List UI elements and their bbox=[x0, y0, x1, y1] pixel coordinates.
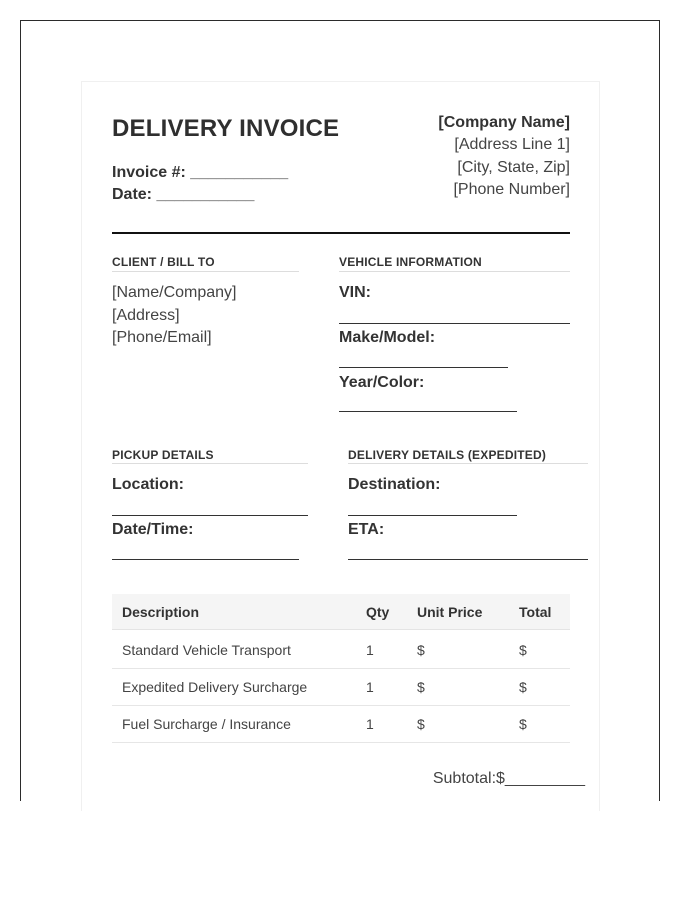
row-2-qty: 1 bbox=[366, 679, 374, 695]
pickup-datetime-label: Date/Time: bbox=[112, 521, 194, 538]
invoice-number-field: Invoice #: ___________ bbox=[112, 164, 289, 181]
row-2-unit-price: $ bbox=[417, 679, 425, 695]
destination-label: Destination: bbox=[348, 476, 441, 493]
destination-blank-line bbox=[348, 515, 517, 516]
client-section-heading: CLIENT / BILL TO bbox=[112, 255, 215, 269]
row-1-description: Standard Vehicle Transport bbox=[122, 642, 291, 658]
company-phone: [Phone Number] bbox=[453, 181, 570, 198]
pickup-location-label: Location: bbox=[112, 476, 184, 493]
invoice-title: DELIVERY INVOICE bbox=[112, 115, 340, 142]
column-header-total: Total bbox=[519, 604, 552, 620]
client-name: [Name/Company] bbox=[112, 284, 237, 301]
column-header-unit-price: Unit Price bbox=[417, 604, 483, 620]
pickup-location-blank-line bbox=[112, 515, 308, 516]
pickup-heading-rule bbox=[112, 463, 308, 464]
row-3-qty: 1 bbox=[366, 716, 374, 732]
invoice-date-field: Date: ___________ bbox=[112, 186, 255, 203]
table-row-divider bbox=[112, 705, 570, 706]
client-heading-rule bbox=[112, 271, 299, 272]
make-model-blank-line bbox=[339, 367, 508, 368]
row-2-total: $ bbox=[519, 679, 527, 695]
row-3-description: Fuel Surcharge / Insurance bbox=[122, 716, 291, 732]
table-row-divider bbox=[112, 668, 570, 669]
vin-blank-line bbox=[339, 323, 570, 324]
pickup-datetime-blank-line bbox=[112, 559, 299, 560]
row-1-qty: 1 bbox=[366, 642, 374, 658]
client-contact: [Phone/Email] bbox=[112, 329, 212, 346]
year-color-label: Year/Color: bbox=[339, 374, 425, 391]
vehicle-heading-rule bbox=[339, 271, 570, 272]
row-1-unit-price: $ bbox=[417, 642, 425, 658]
vin-label: VIN: bbox=[339, 284, 371, 301]
year-color-blank-line bbox=[339, 411, 517, 412]
make-model-label: Make/Model: bbox=[339, 329, 436, 346]
delivery-section-heading: DELIVERY DETAILS (EXPEDITED) bbox=[348, 448, 547, 462]
company-city: [City, State, Zip] bbox=[457, 159, 570, 176]
client-address: [Address] bbox=[112, 307, 180, 324]
pickup-section-heading: PICKUP DETAILS bbox=[112, 448, 214, 462]
row-3-unit-price: $ bbox=[417, 716, 425, 732]
row-3-total: $ bbox=[519, 716, 527, 732]
eta-blank-line bbox=[348, 559, 588, 560]
column-header-description: Description bbox=[122, 604, 200, 620]
eta-label: ETA: bbox=[348, 521, 385, 538]
column-header-qty: Qty bbox=[366, 604, 390, 620]
company-name: [Company Name] bbox=[438, 114, 570, 131]
row-2-description: Expedited Delivery Surcharge bbox=[122, 679, 308, 695]
row-1-total: $ bbox=[519, 642, 527, 658]
header-divider bbox=[112, 232, 570, 234]
vehicle-section-heading: VEHICLE INFORMATION bbox=[339, 255, 482, 269]
table-row-divider bbox=[112, 742, 570, 743]
subtotal-line: Subtotal:$_________ bbox=[432, 770, 585, 787]
delivery-heading-rule bbox=[348, 463, 588, 464]
company-address: [Address Line 1] bbox=[454, 136, 570, 153]
